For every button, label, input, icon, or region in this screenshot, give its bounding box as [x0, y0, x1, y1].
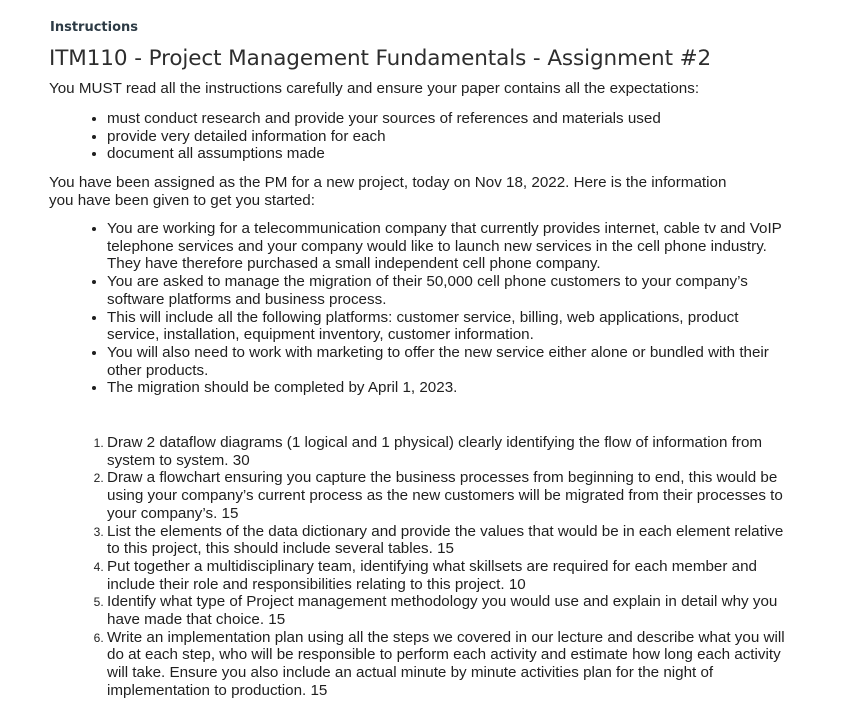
page-title: ITM110 - Project Management Fundamentals - Assignment #2: [49, 46, 712, 71]
task-item: 2. Draw a flowchart ensuring you capture the business processes from beginning to end, this would be using your company’s current process as the new customers will be migrated from their processes to your company’s. 15: [107, 469, 787, 522]
expectation-item: • must conduct research and provide your sources of references and materials used: [107, 110, 787, 128]
context-item: • You will also need to work with marketing to offer the new service either alone or bundled with their other products.: [107, 344, 787, 379]
task-item: 3. List the elements of the data dictionary and provide the values that would be in each element relative to this project, this should include several tables. 15: [107, 523, 787, 558]
task-item: 6. Write an implementation plan using all the steps we covered in our lecture and describe what you will do at each step, who will be responsible to perform each activity and estimate how long each activity will take. Ensure you also include an actual minute by minute activities plan for the night of implementation to production. 15: [107, 629, 787, 700]
task-item: 4. Put together a multidisciplinary team, identifying what skillsets are required for each member and include their role and responsibilities relating to this project. 10: [107, 558, 787, 593]
expectation-item: • document all assumptions made: [107, 145, 787, 163]
expectations-list: [88, 110, 787, 163]
context-paragraph: You have been assigned as the PM for a new project, today on Nov 18, 2022. Here is the information you have been given to get you started:: [49, 174, 727, 209]
task-item: 5. Identify what type of Project management methodology you would use and explain in detail why you have made that choice. 15: [107, 593, 787, 628]
context-item: • You are working for a telecommunication company that currently provides internet, cable tv and VoIP telephone services and your company would like to launch new services in the cell phone industry. They have therefore purchased a small independent cell phone company.: [107, 220, 787, 273]
expectation-item: • provide very detailed information for each: [107, 128, 787, 146]
section-label: Instructions: [50, 20, 139, 35]
context-item: • This will include all the following platforms: customer service, billing, web applications, product service, installation, equipment inventory, customer information.: [107, 309, 787, 344]
context-item: • The migration should be completed by April 1, 2023.: [107, 379, 787, 397]
context-list: [88, 220, 787, 397]
task-list: [88, 434, 787, 700]
task-item: 1. Draw 2 dataflow diagrams (1 logical and 1 physical) clearly identifying the flow of information from system to system. 30: [107, 434, 787, 469]
intro-paragraph: You MUST read all the instructions carefully and ensure your paper contains all the expectations:: [49, 80, 700, 97]
context-item: • You are asked to manage the migration of their 50,000 cell phone customers to your company’s software platforms and business process.: [107, 273, 787, 308]
